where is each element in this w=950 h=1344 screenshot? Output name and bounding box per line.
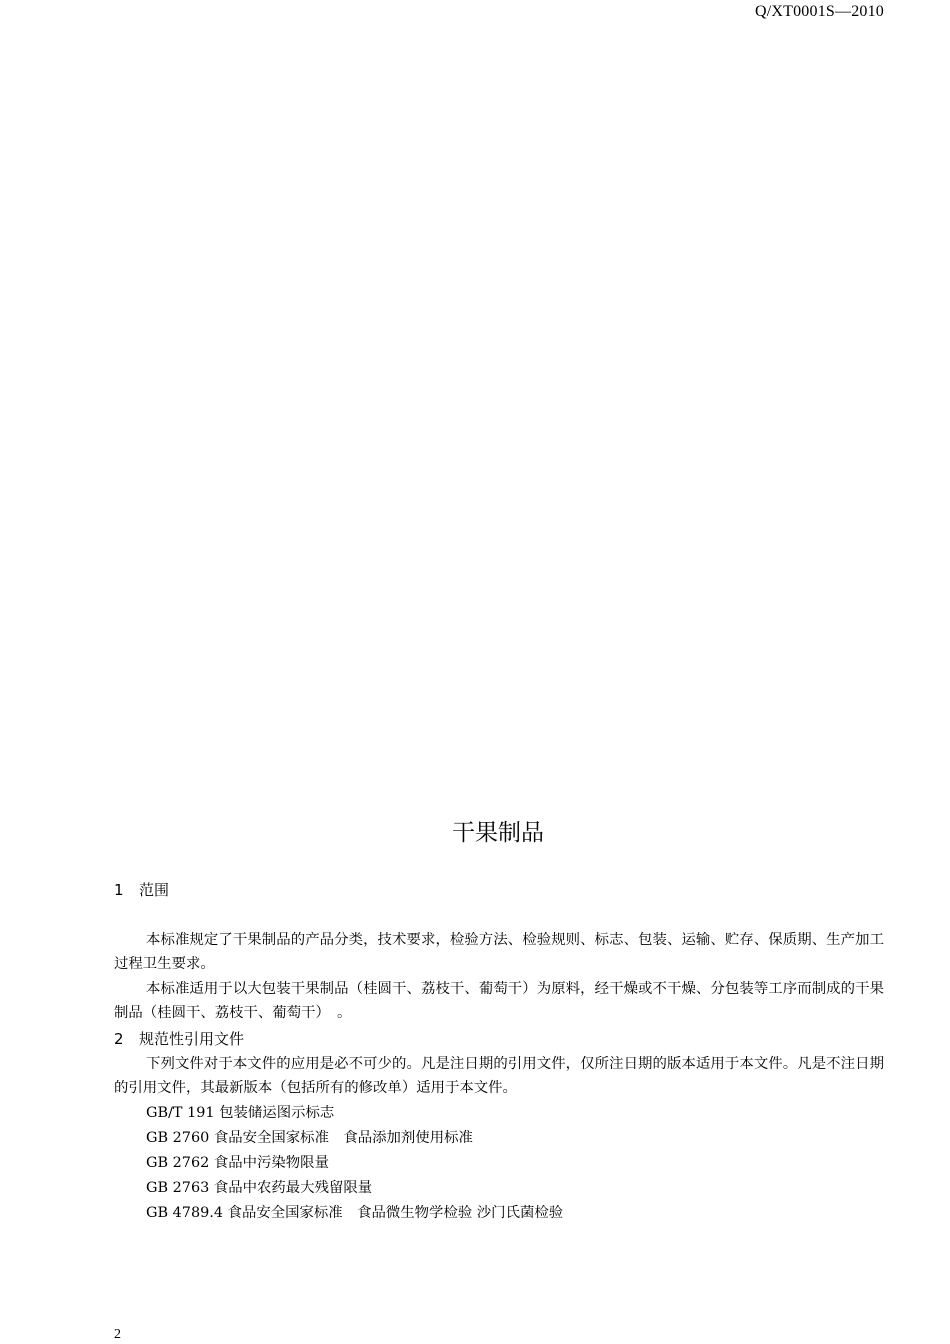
section-title: 规范性引用文件 (139, 1030, 245, 1048)
reference-item: GB 2762 食品中污染物限量 (146, 1155, 329, 1171)
document-title: 干果制品 (452, 820, 544, 846)
reference-item: GB/T 191 包装储运图示标志 (146, 1105, 335, 1121)
section-heading-scope (114, 879, 169, 900)
section-heading-normative-references (114, 1028, 244, 1049)
section-title: 范围 (139, 881, 170, 899)
section-number: 1 (114, 881, 124, 899)
standard-code: Q/XT0001S—2010 (754, 3, 884, 20)
section-number: 2 (114, 1030, 124, 1048)
scope-paragraph-1: 本标准规定了干果制品的产品分类，技术要求，检验方法、检验规则、标志、包装、运输、贮存、保质期、生产加工过程卫生要求。 (114, 932, 884, 972)
reference-item: GB 2763 食品中农药最大残留限量 (146, 1180, 373, 1196)
page-number: 2 (114, 1327, 121, 1342)
reference-item: GB 2760 食品安全国家标准 食品添加剂使用标准 (146, 1130, 473, 1146)
reference-item: GB 4789.4 食品安全国家标准 食品微生物学检验 沙门氏菌检验 (146, 1205, 564, 1221)
scope-paragraph-2: 本标准适用于以大包装干果制品（桂圆干、荔枝干、葡萄干）为原料，经干燥或不干燥、分包装等工序而制成的干果制品（桂圆干、荔枝干、葡萄干） 。 (114, 981, 884, 1021)
references-intro-paragraph: 下列文件对于本文件的应用是必不可少的。凡是注日期的引用文件，仅所注日期的版本适用于本文件。凡是不注日期的引用文件，其最新版本（包括所有的修改单）适用于本文件。 (114, 1056, 884, 1096)
